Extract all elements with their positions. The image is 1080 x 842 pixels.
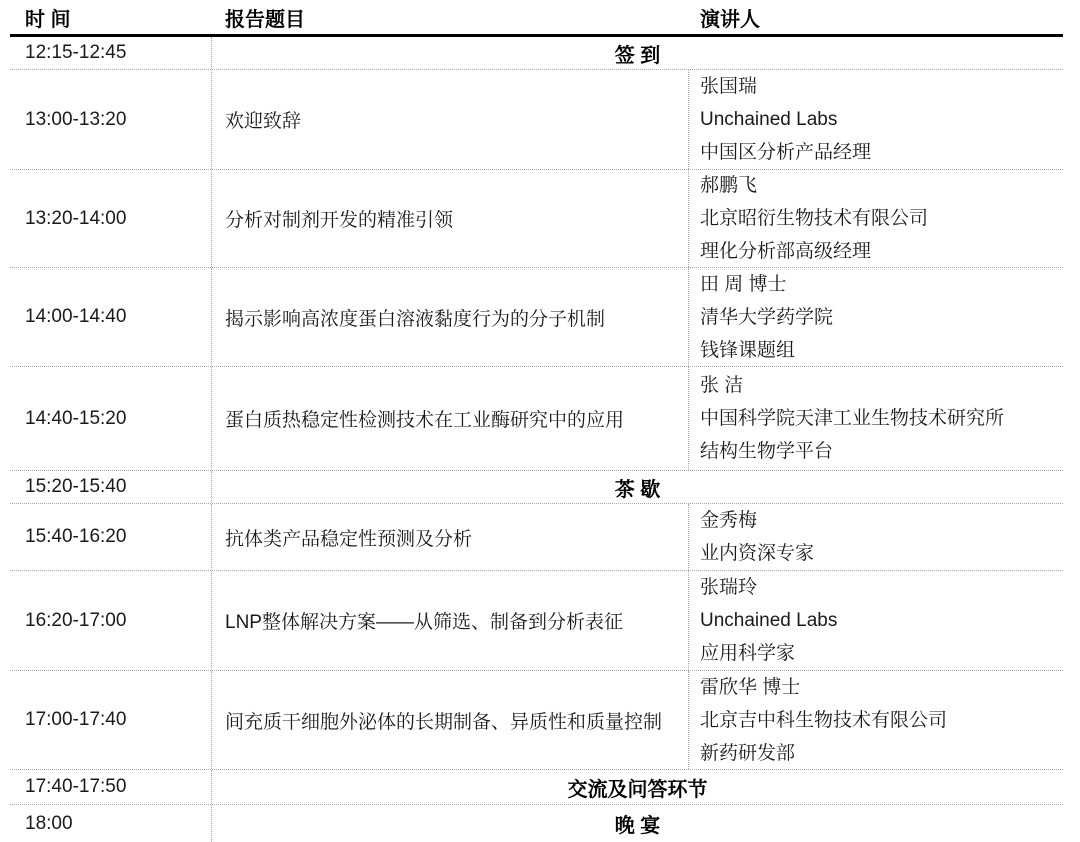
session-row <box>10 37 1063 70</box>
speaker-line: Unchained Labs <box>700 610 838 631</box>
speaker-line: 中国区分析产品经理 <box>700 142 872 163</box>
column-header-speaker: 演讲人 <box>700 8 760 31</box>
time-cell: 15:20-15:40 <box>10 471 212 503</box>
speaker-cell <box>689 571 1063 670</box>
time-cell: 14:40-15:20 <box>10 367 212 470</box>
speaker-line: 张国瑞 <box>700 76 758 97</box>
speaker-line: 钱锋课题组 <box>700 339 796 361</box>
agenda-table <box>10 0 1063 842</box>
time-cell: 14:00-14:40 <box>10 268 212 366</box>
time-cell: 13:20-14:00 <box>10 170 212 267</box>
time-cell: 17:40-17:50 <box>10 770 212 804</box>
speaker-line: 应用科学家 <box>700 643 796 664</box>
session-row <box>10 471 1063 504</box>
speaker-line: 中国科学院天津工业生物技术研究所 <box>700 408 1005 429</box>
table-row <box>10 504 1063 571</box>
table-row <box>10 671 1063 770</box>
talk-title-cell: 抗体类产品稳定性预测及分析 <box>212 504 689 570</box>
talk-title-cell: 分析对制剂开发的精准引领 <box>212 170 689 267</box>
speaker-line: 清华大学药学院 <box>700 306 834 328</box>
talk-title-cell: LNP整体解决方案——从筛选、制备到分析表征 <box>212 571 689 670</box>
session-title-cell: 签 到 <box>614 44 661 67</box>
talk-title-cell: 揭示影响高浓度蛋白溶液黏度行为的分子机制 <box>212 268 689 366</box>
speaker-line: 郝鹏飞 <box>700 175 758 196</box>
speaker-line: 理化分析部高级经理 <box>700 241 872 262</box>
speaker-line: 张 洁 <box>700 375 744 396</box>
speaker-line: 业内资深专家 <box>700 543 815 564</box>
speaker-line: 金秀梅 <box>700 510 758 531</box>
session-row <box>10 805 1063 842</box>
speaker-line: 张瑞玲 <box>700 577 758 598</box>
session-row <box>10 770 1063 805</box>
speaker-cell <box>689 504 1063 570</box>
time-cell: 13:00-13:20 <box>10 70 212 169</box>
speaker-line: 新药研发部 <box>700 742 796 764</box>
column-header-time: 时 间 <box>25 8 71 31</box>
speaker-cell <box>689 671 1063 769</box>
table-row <box>10 170 1063 268</box>
speaker-cell <box>689 268 1063 366</box>
time-cell: 15:40-16:20 <box>10 504 212 570</box>
speaker-cell <box>689 170 1063 267</box>
speaker-line: Unchained Labs <box>700 109 838 130</box>
session-title-cell: 晚 宴 <box>614 815 661 837</box>
table-row <box>10 571 1063 671</box>
speaker-line: 雷欣华 博士 <box>700 676 801 698</box>
table-row <box>10 70 1063 170</box>
time-cell: 17:00-17:40 <box>10 671 212 769</box>
speaker-line: 北京吉中科生物技术有限公司 <box>700 709 948 731</box>
speaker-line: 结构生物学平台 <box>700 441 834 462</box>
column-header-title: 报告题目 <box>225 8 305 31</box>
talk-title-cell: 蛋白质热稳定性检测技术在工业酶研究中的应用 <box>212 367 689 470</box>
speaker-line: 田 周 博士 <box>700 273 787 295</box>
talk-title-cell: 欢迎致辞 <box>212 70 689 169</box>
table-row <box>10 367 1063 471</box>
time-cell: 18:00 <box>10 805 212 842</box>
table-header-row <box>10 0 1063 37</box>
session-title-cell: 茶 歇 <box>614 478 661 501</box>
speaker-cell <box>689 70 1063 169</box>
speaker-cell <box>689 367 1063 470</box>
speaker-line: 北京昭衍生物技术有限公司 <box>700 208 929 229</box>
session-title-cell: 交流及问答环节 <box>567 778 708 801</box>
table-row <box>10 268 1063 367</box>
time-cell: 12:15-12:45 <box>10 37 212 69</box>
time-cell: 16:20-17:00 <box>10 571 212 670</box>
talk-title-cell: 间充质干细胞外泌体的长期制备、异质性和质量控制 <box>212 671 689 769</box>
